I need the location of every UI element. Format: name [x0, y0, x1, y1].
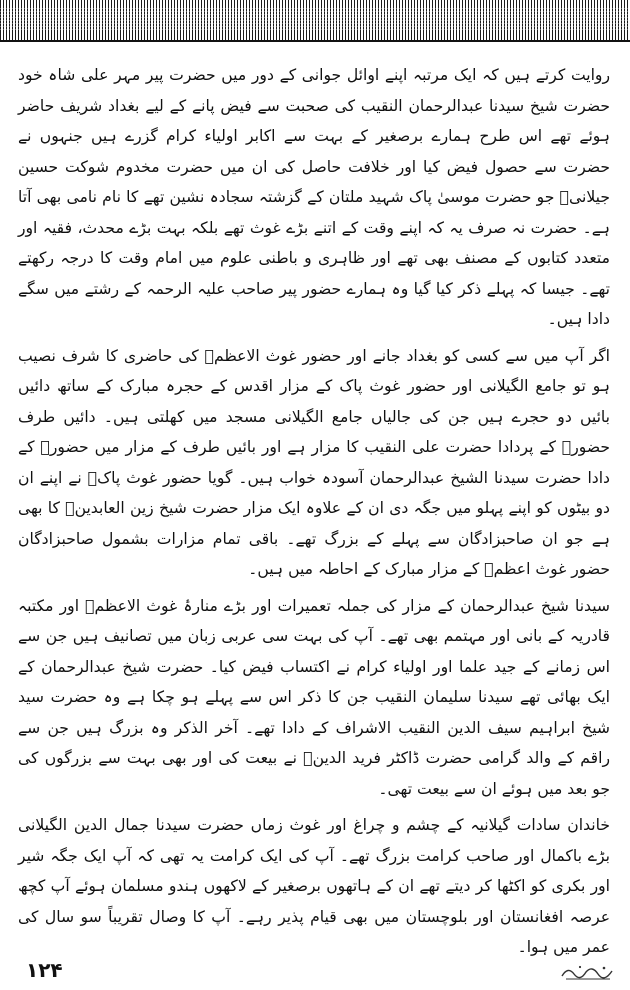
header-border — [0, 0, 630, 42]
paragraph-2: اگر آپ میں سے کسی کو بغداد جانے اور حضور غوث الاعظمؓ کی حاضری کا شرف نصیب ہو تو جامع الگیلانی اور حضور غوث پاک کے مزار اقدس کے حجرہ مبارک کے ساتھ دائیں بائیں دو حجرے ہیں جن کی جالیاں جامع الگیلانی مسجد میں کھلتی ہیں۔ دائیں طرف حضورؒ کے پردادا حضرت علی النقیب کا مزار ہے اور بائیں طرف کے مزار میں حضورؒ کے دادا حضرت سیدنا الشیخ عبدالرحمان آسودہ خواب ہیں۔ گویا حضور غوث پاکؓ نے اپنے ان دو بیٹوں کو اپنے پہلو میں جگہ دی ان کے علاوہ ایک مزار حضرت شیخ زین العابدینؒ کا بھی ہے جو ان صاحبزادگان سے پہلے کے بزرگ تھے۔ باقی تمام مزارات بشمول صاحبزادگان حضور غوث اعظمؓ کے مزار مبارک کے احاطہ میں ہیں۔ — [18, 346, 610, 578]
paragraph-3: سیدنا شیخ عبدالرحمان کے مزار کی جملہ تعمیرات اور بڑے منارۂ غوث الاعظمؓ اور مکتبہ قادریہ کے بانی اور مہتمم بھی تھے۔ آپ کی بہت سی عربی زبان میں تصانیف ہیں جن سے اس زمانے کے جید علما اور اولیاء کرام نے اکتساب فیض کیا۔ حضرت شیخ عبدالرحمان کے ایک بھائی تھے سیدنا سلیمان النقیب جن کا ذکر اس سے پہلے ہو چکا ہے وہ حضرت سید شیخ ابراہیم سیف الدین النقیب الاشراف کے دادا تھے۔ آخر الذکر وہ بزرگ ہیں جن سے راقم کے والد گرامی حضرت ڈاکٹر فرید الدینؒ نے بیعت کی اور بھی بہت سے بزرگوں کی جو بعد میں ہوئے ان سے بیعت تھی۔ — [18, 596, 610, 798]
publisher-logo — [560, 962, 618, 982]
paragraph-4: خاندان سادات گیلانیہ کے چشم و چراغ اور غوث زماں حضرت سیدنا جمال الدین الگیلانی بڑے باکمال اور صاحب کرامت بزرگ تھے۔ آپ کی ایک کرامت یہ تھی کہ آپ ایک جگہ شیر اور بکری کو اکٹھا کر دیتے تھے ان کے ہاتھوں برصغیر کے لاکھوں ہندو مسلمان ہوئے آپ کچھ عرصہ افغانستان اور بلوچستان میں بھی قیام پذیر رہے۔ آپ کا وصال تقریباً سو سال کی عمر میں ہوا۔ — [18, 816, 610, 956]
page-number: ۱۲۴ — [26, 958, 63, 982]
page-text — [18, 60, 610, 969]
paragraph-1: روایت کرتے ہیں کہ ایک مرتبہ اپنے اوائل جوانی کے دور میں حضرت پیر مہر علی شاہ خود حضرت شیخ سیدنا عبدالرحمان النقیب کی صحبت سے فیض پانے کے لیے بغداد شریف حاضر ہوئے تھے اس طرح ہمارے برصغیر کے بہت سے اکابر اولیاء کرام گزرے ہیں جنہوں نے حضرت سے حصول فیض کیا اور خلافت حاصل کی ان میں حضرت مخدوم شوکت حسین جیلانیؒ جو حضرت موسیٰ پاک شہید ملتان کے گزشتہ سجادہ نشین تھے کا نام نامی بھی آتا ہے۔ حضرت نہ صرف یہ کہ اپنے وقت کے اتنے بڑے غوث تھے بلکہ بہت بڑے محدث، فقیہ اور متعدد کتابوں کے مصنف بھی تھے اور ظاہری و باطنی علوم میں امام وقت کا درجہ رکھتے تھے۔ جیسا کہ پہلے ذکر کیا گیا وہ ہمارے حضور پیر صاحب علیہ الرحمہ کے رشتے میں سگے دادا ہیں۔ — [18, 66, 610, 328]
publisher-logo-icon — [560, 962, 618, 982]
